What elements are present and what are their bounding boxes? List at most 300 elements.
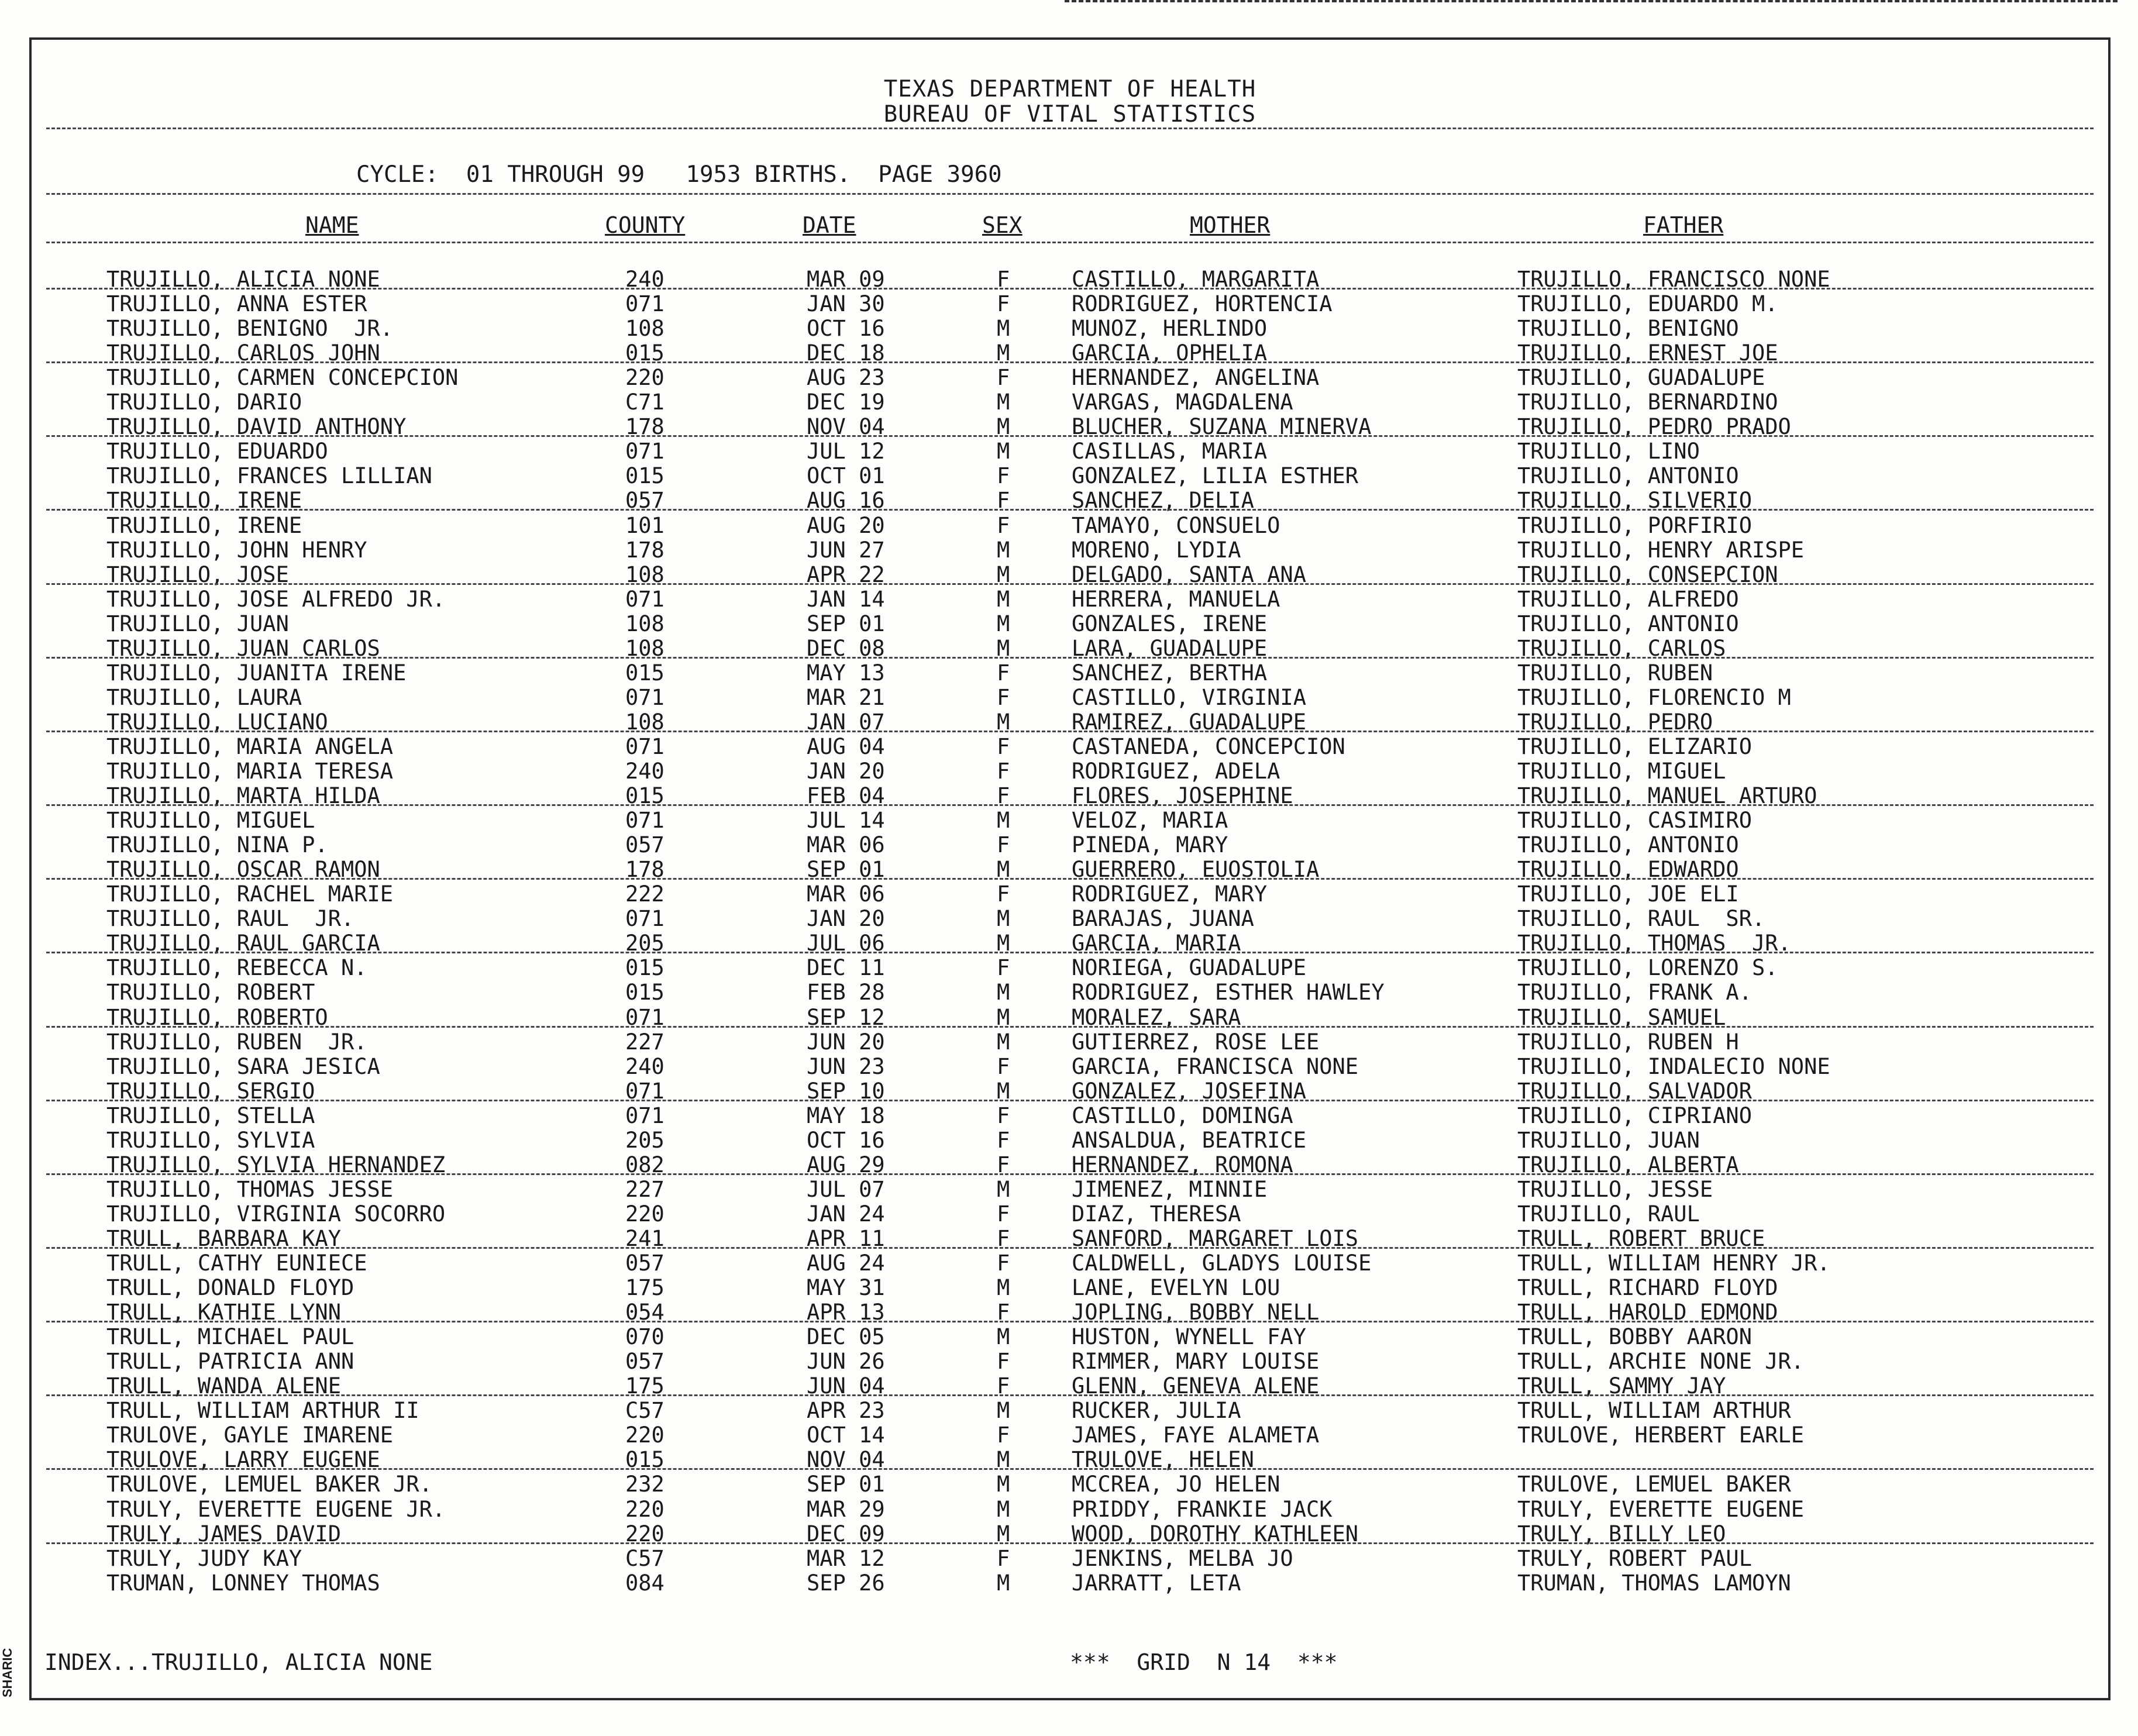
cell-father: TRULY, BILLY LEO	[1517, 1521, 1726, 1546]
cell-mother: RUCKER, JULIA	[1072, 1398, 1241, 1424]
cell-mother: NORIEGA, GUADALUPE	[1072, 955, 1306, 981]
cell-county: 220	[625, 1422, 665, 1448]
cell-date: JUN 20	[807, 1029, 885, 1055]
cell-county: 227	[625, 1029, 665, 1055]
cell-father: TRUJILLO, LINO	[1517, 439, 1700, 464]
cell-mother: FLORES, JOSEPHINE	[1072, 783, 1293, 809]
cell-date: AUG 24	[807, 1251, 885, 1276]
cell-mother: LANE, EVELYN LOU	[1072, 1275, 1280, 1301]
cell-name: TRUJILLO, JUANITA IRENE	[106, 660, 407, 686]
cell-name: TRULL, WILLIAM ARTHUR II	[106, 1398, 419, 1424]
cell-county: 220	[625, 365, 665, 391]
cell-name: TRUJILLO, MARTA HILDA	[106, 783, 380, 809]
cell-county: 057	[625, 1251, 665, 1276]
cell-date: MAR 21	[807, 684, 885, 710]
table-row	[32, 832, 2108, 857]
cell-sex: M	[997, 1029, 1010, 1055]
header-line2: BUREAU OF VITAL STATISTICS	[883, 101, 1256, 128]
cell-mother: GUERRERO, EUOSTOLIA	[1072, 857, 1320, 883]
cell-county: 071	[625, 1004, 665, 1030]
cell-name: TRULL, BARBARA KAY	[106, 1225, 341, 1251]
cell-name: TRULY, EVERETTE EUGENE JR.	[106, 1496, 446, 1522]
cell-sex: F	[997, 291, 1010, 317]
cycle-divider	[46, 193, 2094, 195]
cell-name: TRUJILLO, OSCAR RAMON	[106, 857, 380, 883]
cell-date: JAN 24	[807, 1201, 885, 1227]
cell-date: AUG 04	[807, 733, 885, 759]
cell-county: 084	[625, 1570, 665, 1596]
cell-date: MAY 31	[807, 1275, 885, 1301]
cell-father: TRUJILLO, JUAN	[1517, 1127, 1700, 1153]
cell-date: OCT 14	[807, 1422, 885, 1448]
cycle-line: CYCLE: 01 THROUGH 99 1953 BIRTHS. PAGE 3960	[356, 161, 1002, 188]
cell-father: TRUJILLO, INDALECIO NONE	[1517, 1053, 1830, 1079]
cell-county: 071	[625, 1103, 665, 1128]
cell-county: C57	[625, 1398, 665, 1424]
cell-county: 071	[625, 733, 665, 759]
cell-mother: GUTIERREZ, ROSE LEE	[1072, 1029, 1320, 1055]
cell-county: C57	[625, 1545, 665, 1571]
cell-sex: M	[997, 1398, 1010, 1424]
cell-sex: F	[997, 783, 1010, 809]
cell-date: JAN 20	[807, 759, 885, 784]
row-divider	[46, 1542, 2094, 1544]
table-row	[32, 1472, 2108, 1496]
cell-county: 082	[625, 1152, 665, 1177]
cell-date: DEC 11	[807, 955, 885, 981]
cell-father: TRUJILLO, SILVERIO	[1517, 488, 1752, 514]
cell-date: SEP 12	[807, 1004, 885, 1030]
table-row	[32, 759, 2108, 783]
cell-name: TRUJILLO, REBECCA N.	[106, 955, 367, 981]
cell-mother: MORALEZ, SARA	[1072, 1004, 1241, 1030]
row-divider	[46, 583, 2094, 585]
cell-county: 205	[625, 1127, 665, 1153]
cell-father: TRULL, RICHARD FLOYD	[1517, 1275, 1778, 1301]
footer-index: INDEX...TRUJILLO, ALICIA NONE	[44, 1649, 433, 1675]
cell-date: SEP 01	[807, 611, 885, 636]
cell-mother: VARGAS, MAGDALENA	[1072, 390, 1293, 415]
cell-father: TRUJILLO, BENIGNO	[1517, 316, 1739, 342]
cell-mother: GONZALES, IRENE	[1072, 611, 1268, 636]
cell-name: TRUJILLO, SERGIO	[106, 1078, 315, 1104]
table-row	[32, 463, 2108, 488]
cell-county: 108	[625, 562, 665, 587]
cell-sex: F	[997, 1349, 1010, 1375]
cell-county: C71	[625, 390, 665, 415]
cell-date: DEC 08	[807, 635, 885, 661]
cell-father: TRUJILLO, MANUEL ARTURO	[1517, 783, 1817, 809]
cell-father: TRULY, ROBERT PAUL	[1517, 1545, 1752, 1571]
cell-date: AUG 16	[807, 488, 885, 514]
table-row	[32, 513, 2108, 538]
cell-name: TRUJILLO, NINA P.	[106, 832, 328, 858]
table-row	[32, 1275, 2108, 1300]
cell-date: SEP 01	[807, 857, 885, 883]
cell-mother: MCCREA, JO HELEN	[1072, 1472, 1280, 1497]
cell-date: APR 22	[807, 562, 885, 587]
row-divider	[46, 952, 2094, 953]
cell-date: MAY 13	[807, 660, 885, 686]
cell-father: TRUMAN, THOMAS LAMOYN	[1517, 1570, 1791, 1596]
ledger-page	[29, 37, 2111, 1700]
cell-county: 101	[625, 512, 665, 538]
row-divider	[46, 804, 2094, 806]
cell-father: TRUJILLO, PORFIRIO	[1517, 512, 1752, 538]
cell-sex: F	[997, 684, 1010, 710]
row-divider	[46, 435, 2094, 437]
cell-date: JUN 27	[807, 537, 885, 563]
cell-mother: CASILLAS, MARIA	[1072, 439, 1268, 464]
cell-father: TRUJILLO, ALBERTA	[1517, 1152, 1739, 1177]
cell-mother: ANSALDUA, BEATRICE	[1072, 1127, 1306, 1153]
table-row	[32, 808, 2108, 832]
col-sex: SEX	[982, 212, 1022, 238]
row-divider	[46, 509, 2094, 511]
cell-name: TRUJILLO, JOSE ALFREDO JR.	[106, 586, 446, 612]
cell-father: TRUJILLO, CASIMIRO	[1517, 808, 1752, 833]
cell-mother: RIMMER, MARY LOUISE	[1072, 1349, 1320, 1375]
table-row	[32, 734, 2108, 759]
cell-county: 178	[625, 857, 665, 883]
row-divider	[46, 1100, 2094, 1101]
cell-sex: F	[997, 1225, 1010, 1251]
cell-date: APR 13	[807, 1300, 885, 1325]
cell-name: TRULL, KATHIE LYNN	[106, 1300, 341, 1325]
cell-name: TRUJILLO, SARA JESICA	[106, 1053, 380, 1079]
col-mother: MOTHER	[1190, 212, 1271, 238]
cell-sex: F	[997, 1152, 1010, 1177]
cell-sex: M	[997, 537, 1010, 563]
cell-mother: CASTILLO, DOMINGA	[1072, 1103, 1293, 1128]
cell-father: TRUJILLO, RAUL	[1517, 1201, 1700, 1227]
cell-name: TRUJILLO, BENIGNO JR.	[106, 316, 394, 342]
cell-county: 057	[625, 488, 665, 514]
cell-father: TRUJILLO, PEDRO	[1517, 709, 1713, 735]
table-row	[32, 1177, 2108, 1201]
cell-mother: RAMIREZ, GUADALUPE	[1072, 709, 1306, 735]
cell-name: TRUJILLO, JOHN HENRY	[106, 537, 367, 563]
cell-sex: M	[997, 1176, 1010, 1202]
cell-county: 240	[625, 267, 665, 292]
cell-mother: TAMAYO, CONSUELO	[1072, 512, 1280, 538]
cell-sex: M	[997, 1004, 1010, 1030]
cell-county: 220	[625, 1521, 665, 1546]
cell-father: TRUJILLO, CONSEPCION	[1517, 562, 1778, 587]
row-divider	[46, 1173, 2094, 1175]
cell-mother: DELGADO, SANTA ANA	[1072, 562, 1306, 587]
cell-date: MAR 06	[807, 832, 885, 858]
row-divider	[46, 288, 2094, 290]
cell-name: TRULL, MICHAEL PAUL	[106, 1324, 354, 1350]
cell-father: TRUJILLO, RUBEN	[1517, 660, 1713, 686]
cell-sex: M	[997, 906, 1010, 932]
table-row	[32, 1103, 2108, 1128]
cell-date: DEC 18	[807, 340, 885, 366]
cell-father: TRUJILLO, SALVADOR	[1517, 1078, 1752, 1104]
cell-name: TRUJILLO, EDUARDO	[106, 439, 328, 464]
cell-date: MAY 18	[807, 1103, 885, 1128]
cell-date: SEP 01	[807, 1472, 885, 1497]
table-row	[32, 1349, 2108, 1373]
cell-sex: F	[997, 1422, 1010, 1448]
header-line1: TEXAS DEPARTMENT OF HEALTH	[883, 76, 1256, 102]
table-row	[32, 439, 2108, 463]
cell-county: 015	[625, 955, 665, 981]
cell-sex: M	[997, 635, 1010, 661]
cell-mother: PRIDDY, FRANKIE JACK	[1072, 1496, 1333, 1522]
cell-name: TRULOVE, LARRY EUGENE	[106, 1447, 380, 1473]
cell-county: 071	[625, 586, 665, 612]
cell-date: FEB 28	[807, 980, 885, 1005]
cell-county: 015	[625, 783, 665, 809]
cell-mother: SANFORD, MARGARET LOIS	[1072, 1225, 1359, 1251]
cell-mother: PINEDA, MARY	[1072, 832, 1228, 858]
cell-sex: M	[997, 1472, 1010, 1497]
row-divider	[46, 1026, 2094, 1028]
cell-sex: F	[997, 1373, 1010, 1399]
cell-county: 071	[625, 439, 665, 464]
cell-sex: M	[997, 1275, 1010, 1301]
table-row	[32, 390, 2108, 414]
cell-date: AUG 23	[807, 365, 885, 391]
cell-county: 054	[625, 1300, 665, 1325]
cell-sex: F	[997, 463, 1010, 489]
table-row	[32, 980, 2108, 1004]
cell-sex: F	[997, 1545, 1010, 1571]
cell-name: TRULL, WANDA ALENE	[106, 1373, 341, 1399]
cell-county: 071	[625, 1078, 665, 1104]
table-row	[32, 881, 2108, 906]
cell-name: TRUJILLO, IRENE	[106, 512, 302, 538]
cell-county: 175	[625, 1275, 665, 1301]
cell-sex: F	[997, 267, 1010, 292]
table-row	[32, 611, 2108, 636]
cell-county: 220	[625, 1201, 665, 1227]
cell-mother: GARCIA, OPHELIA	[1072, 340, 1268, 366]
cell-name: TRUJILLO, VIRGINIA SOCORRO	[106, 1201, 446, 1227]
cell-sex: F	[997, 955, 1010, 981]
cell-county: 220	[625, 1496, 665, 1522]
table-row	[32, 955, 2108, 980]
cell-date: JUN 26	[807, 1349, 885, 1375]
cell-sex: F	[997, 1053, 1010, 1079]
cell-mother: RODRIGUEZ, ADELA	[1072, 759, 1280, 784]
col-father: FATHER	[1643, 212, 1724, 238]
cell-county: 057	[625, 832, 665, 858]
cell-county: 205	[625, 931, 665, 956]
cell-sex: M	[997, 931, 1010, 956]
cell-father: TRUJILLO, RAUL SR.	[1517, 906, 1765, 932]
cell-county: 071	[625, 684, 665, 710]
cell-name: TRULL, DONALD FLOYD	[106, 1275, 354, 1301]
side-label: SHARIC	[0, 1648, 15, 1698]
row-divider	[46, 1321, 2094, 1322]
cell-name: TRULL, PATRICIA ANN	[106, 1349, 354, 1375]
cell-mother: RODRIGUEZ, ESTHER HAWLEY	[1072, 980, 1385, 1005]
row-divider	[46, 1247, 2094, 1249]
cell-date: APR 11	[807, 1225, 885, 1251]
cell-mother: DIAZ, THERESA	[1072, 1201, 1241, 1227]
cell-county: 178	[625, 414, 665, 440]
cell-name: TRULL, CATHY EUNIECE	[106, 1251, 367, 1276]
cell-sex: M	[997, 586, 1010, 612]
table-row	[32, 1324, 2108, 1349]
cell-sex: M	[997, 1447, 1010, 1473]
table-row	[32, 1054, 2108, 1079]
cell-father: TRUJILLO, RUBEN H	[1517, 1029, 1739, 1055]
cell-mother: MUNOZ, HERLINDO	[1072, 316, 1268, 342]
cell-sex: F	[997, 881, 1010, 907]
cell-county: 071	[625, 808, 665, 833]
cell-father: TRUJILLO, FLORENCIO M	[1517, 684, 1791, 710]
table-row	[32, 1546, 2108, 1570]
cell-sex: F	[997, 1201, 1010, 1227]
table-row	[32, 1422, 2108, 1447]
cell-father: TRUJILLO, ANTONIO	[1517, 463, 1739, 489]
cell-sex: F	[997, 832, 1010, 858]
cell-mother: RODRIGUEZ, HORTENCIA	[1072, 291, 1333, 317]
cell-county: 108	[625, 611, 665, 636]
table-row	[32, 685, 2108, 709]
cell-county: 070	[625, 1324, 665, 1350]
cell-sex: M	[997, 439, 1010, 464]
cell-name: TRUJILLO, LAURA	[106, 684, 302, 710]
col-name: NAME	[305, 212, 359, 238]
cell-name: TRUJILLO, SYLVIA HERNANDEZ	[106, 1152, 446, 1177]
cell-date: NOV 04	[807, 414, 885, 440]
cell-name: TRUJILLO, STELLA	[106, 1103, 315, 1128]
cell-father: TRUJILLO, CARLOS	[1517, 635, 1726, 661]
cell-name: TRUJILLO, DAVID ANTHONY	[106, 414, 407, 440]
cell-sex: M	[997, 1521, 1010, 1546]
cell-father: TRUJILLO, EDWARDO	[1517, 857, 1739, 883]
cell-date: DEC 19	[807, 390, 885, 415]
cell-mother: SANCHEZ, DELIA	[1072, 488, 1254, 514]
cell-county: 240	[625, 759, 665, 784]
cell-county: 015	[625, 660, 665, 686]
cell-county: 175	[625, 1373, 665, 1399]
cell-name: TRUJILLO, MARIA ANGELA	[106, 733, 394, 759]
cell-mother: BLUCHER, SUZANA MINERVA	[1072, 414, 1372, 440]
cell-name: TRUJILLO, ALICIA NONE	[106, 267, 380, 292]
cell-date: AUG 20	[807, 512, 885, 538]
cell-father: TRUJILLO, MIGUEL	[1517, 759, 1726, 784]
cell-sex: M	[997, 390, 1010, 415]
table-row	[32, 365, 2108, 390]
cell-father: TRUJILLO, ELIZARIO	[1517, 733, 1752, 759]
cell-sex: M	[997, 857, 1010, 883]
cell-name: TRUJILLO, MARIA TERESA	[106, 759, 394, 784]
cell-county: 015	[625, 1447, 665, 1473]
cell-mother: CALDWELL, GLADYS LOUISE	[1072, 1251, 1372, 1276]
cell-father: TRUJILLO, LORENZO S.	[1517, 955, 1778, 981]
cell-sex: M	[997, 980, 1010, 1005]
cell-date: JUL 07	[807, 1176, 885, 1202]
cell-mother: SANCHEZ, BERTHA	[1072, 660, 1268, 686]
cell-mother: HERNANDEZ, ANGELINA	[1072, 365, 1320, 391]
cell-name: TRUJILLO, RACHEL MARIE	[106, 881, 394, 907]
cell-date: FEB 04	[807, 783, 885, 809]
cell-sex: M	[997, 611, 1010, 636]
cell-name: TRUJILLO, DARIO	[106, 390, 302, 415]
cell-father: TRULL, HAROLD EDMOND	[1517, 1300, 1778, 1325]
cell-date: OCT 16	[807, 316, 885, 342]
cell-mother: GONZALEZ, LILIA ESTHER	[1072, 463, 1359, 489]
cell-sex: F	[997, 660, 1010, 686]
table-row	[32, 1201, 2108, 1226]
cell-county: 015	[625, 340, 665, 366]
cell-county: 015	[625, 463, 665, 489]
cell-name: TRUJILLO, MIGUEL	[106, 808, 315, 833]
cell-father: TRUJILLO, THOMAS JR.	[1517, 931, 1791, 956]
cell-mother: WOOD, DOROTHY KATHLEEN	[1072, 1521, 1359, 1546]
table-row	[32, 1029, 2108, 1054]
cell-date: JUL 12	[807, 439, 885, 464]
cell-father: TRUJILLO, ERNEST JOE	[1517, 340, 1778, 366]
cell-name: TRUJILLO, THOMAS JESSE	[106, 1176, 394, 1202]
cell-date: JUN 04	[807, 1373, 885, 1399]
cell-date: MAR 29	[807, 1496, 885, 1522]
cell-name: TRUJILLO, RAUL JR.	[106, 906, 354, 932]
cell-mother: HUSTON, WYNELL FAY	[1072, 1324, 1306, 1350]
cell-sex: F	[997, 759, 1010, 784]
table-row	[32, 660, 2108, 685]
cell-mother: JAMES, FAYE ALAMETA	[1072, 1422, 1320, 1448]
cell-father: TRUJILLO, CIPRIANO	[1517, 1103, 1752, 1128]
cell-sex: F	[997, 512, 1010, 538]
row-divider	[46, 361, 2094, 363]
cell-date: MAR 06	[807, 881, 885, 907]
cell-date: MAR 09	[807, 267, 885, 292]
cell-mother: GONZALEZ, JOSEFINA	[1072, 1078, 1306, 1104]
row-divider	[46, 731, 2094, 732]
row-divider	[46, 878, 2094, 880]
cell-mother: CASTANEDA, CONCEPCION	[1072, 733, 1345, 759]
table-row	[32, 1128, 2108, 1152]
cell-father: TRUJILLO, FRANCISCO NONE	[1517, 267, 1830, 292]
footer-grid: *** GRID N 14 ***	[1070, 1649, 1338, 1675]
cell-date: SEP 10	[807, 1078, 885, 1104]
row-divider	[46, 1468, 2094, 1470]
cell-name: TRUJILLO, FRANCES LILLIAN	[106, 463, 432, 489]
cell-sex: M	[997, 562, 1010, 587]
cell-father: TRULL, WILLIAM ARTHUR	[1517, 1398, 1791, 1424]
cell-father: TRULY, EVERETTE EUGENE	[1517, 1496, 1805, 1522]
cell-mother: HERRERA, MANUELA	[1072, 586, 1280, 612]
cell-date: JUL 14	[807, 808, 885, 833]
cell-sex: F	[997, 1127, 1010, 1153]
cell-mother: GARCIA, FRANCISCA NONE	[1072, 1053, 1359, 1079]
cell-county: 015	[625, 980, 665, 1005]
cell-date: JUN 23	[807, 1053, 885, 1079]
cell-sex: M	[997, 1496, 1010, 1522]
cell-father: TRUJILLO, JESSE	[1517, 1176, 1713, 1202]
table-row	[32, 1398, 2108, 1422]
cell-mother: JARRATT, LETA	[1072, 1570, 1241, 1596]
cell-name: TRULOVE, LEMUEL BAKER JR.	[106, 1472, 432, 1497]
cell-father: TRUJILLO, ANTONIO	[1517, 832, 1739, 858]
cell-name: TRUJILLO, CARLOS JOHN	[106, 340, 380, 366]
cell-name: TRUJILLO, RUBEN JR.	[106, 1029, 367, 1055]
cell-name: TRUJILLO, JOSE	[106, 562, 289, 587]
cell-father: TRULL, ARCHIE NONE JR.	[1517, 1349, 1805, 1375]
cell-date: JAN 20	[807, 906, 885, 932]
cell-date: SEP 26	[807, 1570, 885, 1596]
cell-father: TRUJILLO, FRANK A.	[1517, 980, 1752, 1005]
cell-county: 240	[625, 1053, 665, 1079]
cell-father: TRUJILLO, HENRY ARISPE	[1517, 537, 1805, 563]
